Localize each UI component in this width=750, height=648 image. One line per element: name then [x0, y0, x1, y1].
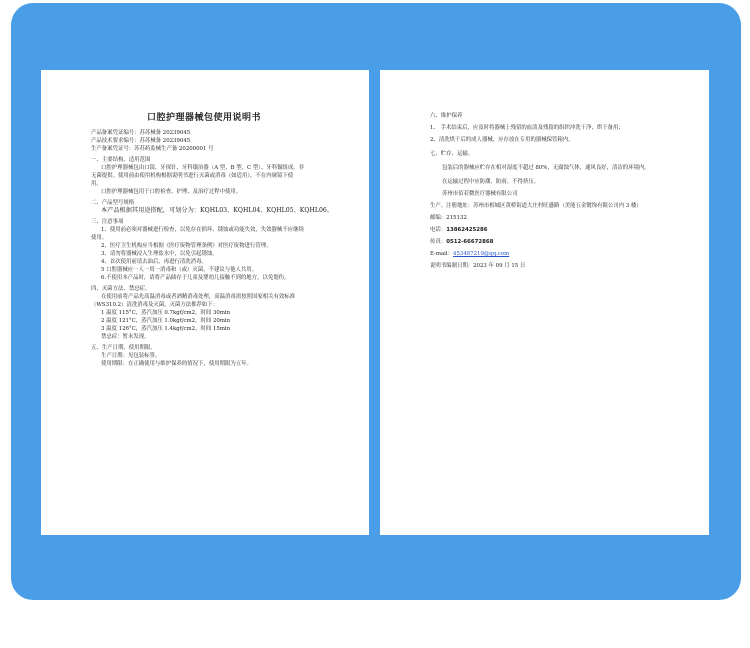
list-item: 2、清洗烘干后的成人器械，应存放在专用的器械保管箱内。 — [430, 137, 574, 143]
list-item: 1、使用前必须对器械进行检查，以免存在损坏、锈蚀或功能失效，失效器械不应继续 — [101, 227, 304, 233]
fax-row — [430, 238, 699, 246]
paragraph-line: 生产日期：见包装标签。 — [101, 353, 161, 359]
phone-number: 13862425286 — [446, 227, 488, 233]
email-label: E-mail： — [430, 251, 454, 257]
list-item: 2 温度 121°C，蒸汽加压 1.0kgf/cm2，时间 20min — [101, 318, 231, 324]
manual-page-right — [380, 70, 709, 535]
section-heading: 四、灭菌方法、禁忌症。 — [91, 286, 151, 292]
list-item: 1 温度 115°C，蒸汽加压 0.7kgf/cm2，时间 30min — [101, 310, 231, 316]
list-item: 3 温度 126°C，蒸汽加压 1.4kgf/cm2，时间 15min — [101, 326, 231, 332]
fax-label: 传真： — [430, 239, 447, 245]
list-item: 6.不使用本产品时，请将产品储存于儿童及婴幼儿接触不到的地方，以免划伤。 — [101, 275, 290, 281]
paragraph-line: 本产品根据其用途搭配，可划分为：KQHL03、KQHL04、KQHL05、KQHL06。 — [101, 207, 334, 214]
section-heading: 一、主要结构、适用范围 — [91, 157, 151, 163]
paragraph-line: 无菌提供。使用前由使用机构根据说明书进行灭菌或消毒（如适用），不在内窥镜下使 — [91, 173, 294, 179]
paragraph-line: 包装后的器械应贮存在相对湿度不超过 80%，无腐蚀气体，通风良好，清洁的环境内。 — [442, 165, 650, 171]
email-link[interactable]: 453487219@qq.com — [453, 251, 510, 257]
document-date: 说明书编制日期：2023 年 09 月 15 日 — [430, 263, 526, 269]
list-item: 1、 手术结束后，应及时将器械上残留的血渍及残留的组织冲洗干净，烘干备用； — [430, 125, 624, 131]
header-line: 产品技术要求编号：苏苏械备 20239045 — [91, 138, 191, 144]
section-heading: 六、维护保养 — [430, 113, 463, 119]
paragraph-line: 在使用前将产品先高温消毒或者酒精消毒处理，高温消毒需按照国家相关有效标准 — [101, 294, 296, 300]
email-row — [430, 250, 699, 258]
document-title: 口腔护理器械包使用说明书 — [146, 113, 261, 123]
header-line: 产品备案凭证编号：苏苏械备 20239045 — [91, 130, 191, 136]
paragraph-line: 用。 — [91, 181, 102, 187]
section-heading: 五、生产日期、使用期限。 — [91, 345, 156, 351]
postcode: 邮编：215132 — [430, 215, 467, 221]
list-item: 3、请勿将器械浸入生理盐水中，以免引起锈蚀。 — [101, 251, 218, 257]
list-item: 2、医疗卫生机构应当根据《医疗废物管理条例》对医疗废物进行管理。 — [101, 243, 272, 249]
phone-label: 电话： — [430, 227, 447, 233]
section-heading: 七、贮存、运输。 — [430, 151, 474, 157]
paragraph-line: 使用期限：在正确使用与维护保养的情况下，使用期限为五年。 — [101, 361, 252, 367]
fax-number: 0512-66672868 — [446, 239, 494, 245]
phone-row — [430, 226, 699, 234]
paragraph-line: 口腔护理器械包由口镜、牙探针、牙科镊治器（A 型、B 型、C 型）、牙科镊组成。非 — [101, 165, 305, 171]
header-line: 生产备案凭证号：苏苏药监械生产备 20200001 号 — [91, 146, 214, 152]
company-name: 苏州市佰若微医疗器械有限公司 — [442, 191, 518, 197]
list-item: 4、首次使用前请去油后，再进行清洗消毒。 — [101, 259, 207, 265]
paragraph-line: （WS310.2）清洗消毒及灭菌，灭菌方法推荐如下： — [91, 302, 219, 308]
list-item: 使用。 — [91, 235, 108, 241]
section-heading: 三、注意事项 — [91, 219, 124, 225]
section-heading: 二、产品型号规格 — [91, 200, 135, 206]
list-item: 5 口腔器械应一人一用一消毒和（或）灭菌，不建议与他人共用。 — [101, 267, 258, 273]
manual-page-left — [41, 70, 369, 535]
paragraph-line: 禁忌症：暂未发现。 — [101, 334, 150, 340]
paragraph-line: 在运输过程中应防潮、防雨、不得挤压。 — [442, 179, 540, 185]
paragraph-line: 口腔护理器械包用于口腔检查、护理、及治疗过程中使用。 — [101, 189, 242, 195]
company-address: 生产、注册地址：苏州市相城区黄桥街道大庄村旺盛路（美能五金镀饰有限公司内 3 楼） — [430, 203, 642, 209]
